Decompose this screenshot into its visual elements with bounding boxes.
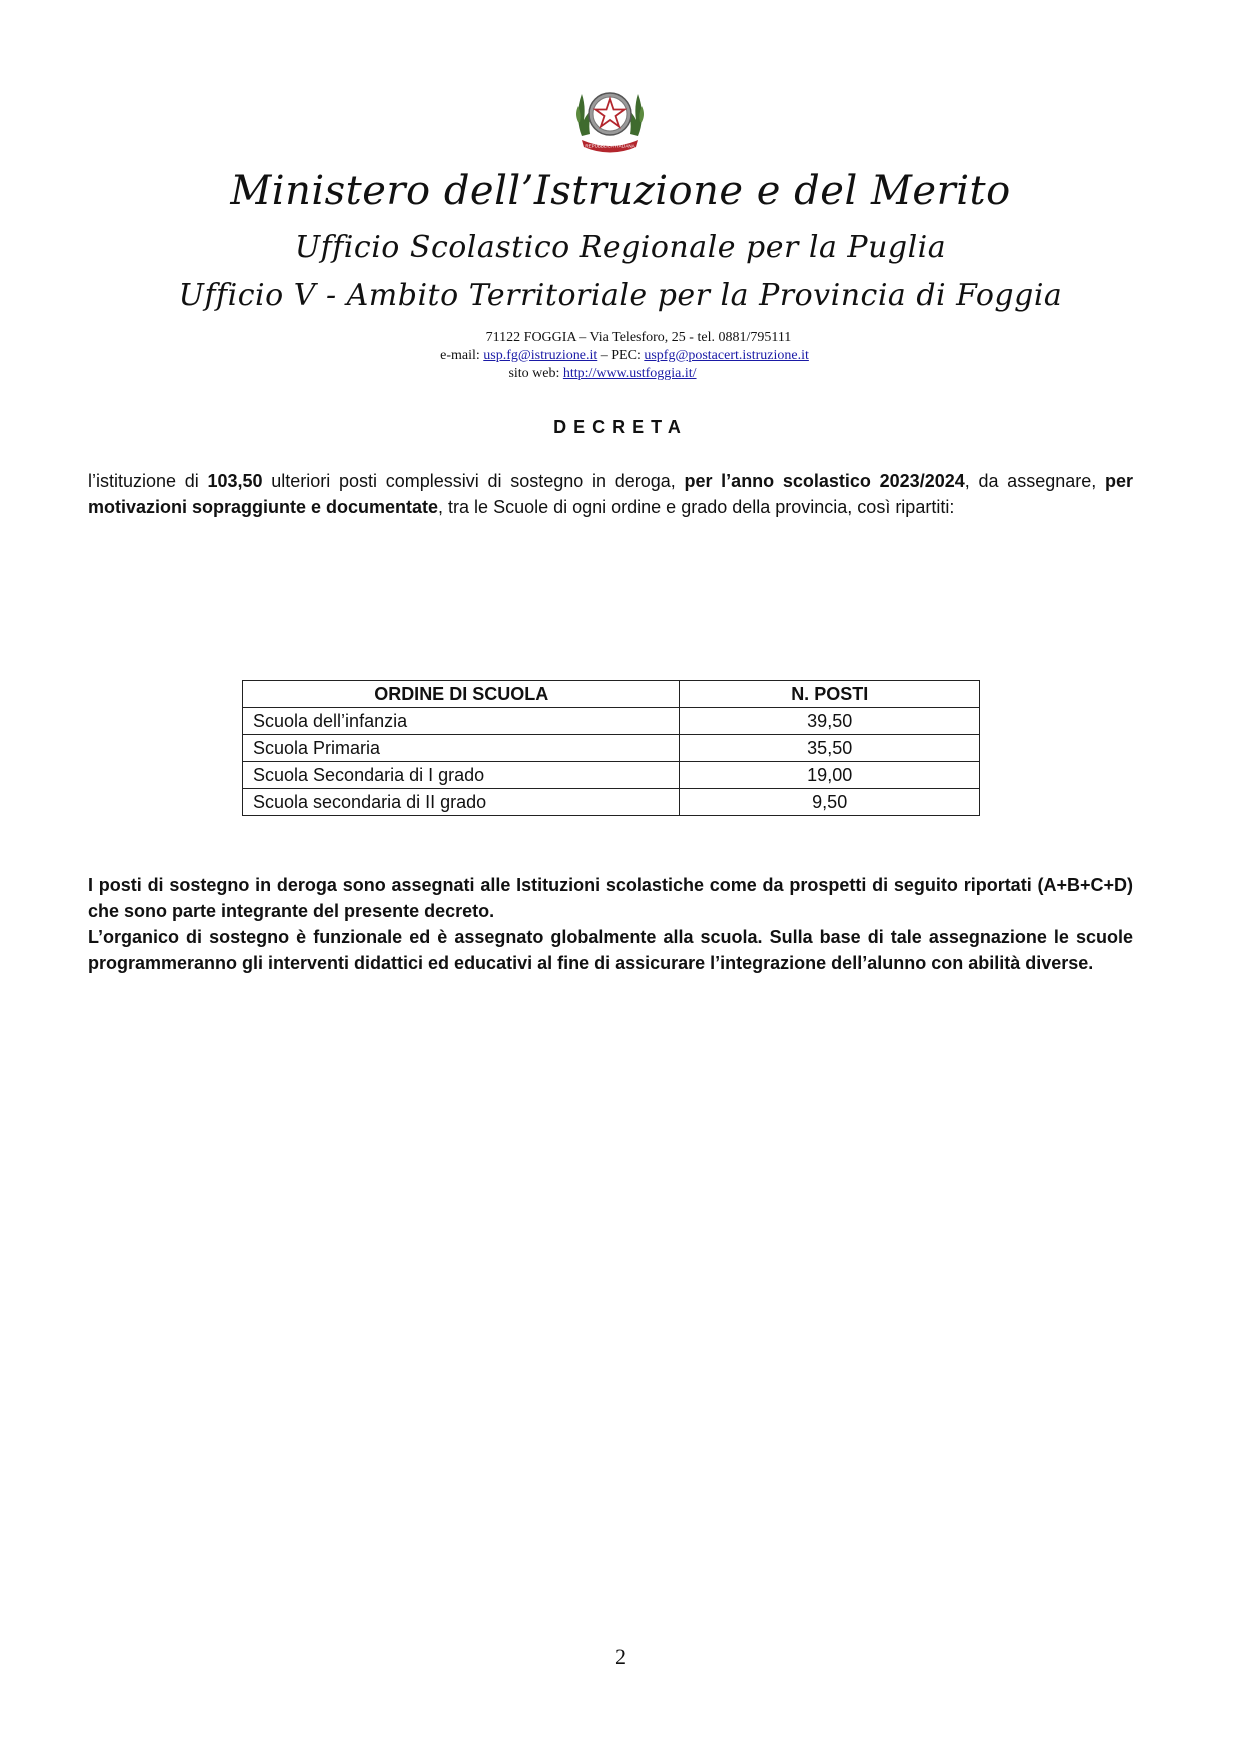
decreta-heading: DECRETA	[553, 417, 688, 437]
posti-cell: 19,00	[680, 762, 980, 789]
intro-text-4: , tra le Scuole di ogni ordine e grado della provincia, così ripartiti:	[438, 497, 955, 517]
ordine-cell: Scuola secondaria di II grado	[243, 789, 680, 816]
ordine-cell: Scuola dell’infanzia	[243, 708, 680, 735]
column-header-ordine: ORDINE DI SCUOLA	[243, 681, 680, 708]
intro-school-year: per l’anno scolastico 2023/2024	[684, 471, 965, 491]
posti-cell: 39,50	[680, 708, 980, 735]
website-label: sito web:	[508, 366, 560, 381]
intro-total-posts: 103,50	[207, 471, 263, 491]
intro-paragraph	[88, 468, 1133, 520]
address-line: 71122 FOGGIA – Via Telesforo, 25 - tel. 0881/795111	[485, 330, 792, 345]
table-row	[243, 735, 980, 762]
ordine-cell: Scuola Primaria	[243, 735, 680, 762]
territorial-office-title: Ufficio V - Ambito Territoriale per la Provincia di Foggia	[178, 278, 1063, 313]
website-link[interactable]: http://www.ustfoggia.it/	[562, 366, 697, 381]
email-label: e-mail:	[440, 348, 480, 363]
intro-text-2: ulteriori posti complessivi di sostegno in deroga,	[262, 471, 685, 491]
pec-link[interactable]: uspfg@postacert.istruzione.it	[644, 348, 809, 363]
intro-text-1: l’istituzione di	[88, 471, 208, 491]
email-link[interactable]: usp.fg@istruzione.it	[483, 348, 598, 363]
regional-office-title: Ufficio Scolastico Regionale per la Puglia	[294, 230, 947, 265]
ministry-title: Ministero dell’Istruzione e del Merito	[230, 168, 1011, 214]
table-row	[243, 762, 980, 789]
closing-paragraph	[88, 872, 1133, 976]
closing-line-2: L’organico di sostegno è funzionale ed è assegnato globalmente alla scuola. Sulla base di tale assegnazione le scuole programmeranno gli interventi didattici ed educativi al fine di assicurare l’integrazione dell’alunno con abilità diverse.	[88, 927, 1133, 973]
pec-label: – PEC:	[600, 348, 641, 363]
emblem-ribbon-text: REPUBBLICA ITALIANA	[585, 143, 635, 149]
website-line	[0, 365, 1223, 383]
table-row	[243, 708, 980, 735]
posti-cell: 35,50	[680, 735, 980, 762]
column-header-posti: N. POSTI	[680, 681, 980, 708]
ordine-cell: Scuola Secondaria di I grado	[243, 762, 680, 789]
intro-motivation: per motivazioni sopraggiunte e documentate	[88, 471, 1133, 517]
closing-line-1: I posti di sostegno in deroga sono assegnati alle Istituzioni scolastiche come da prospetti di seguito riportati (A+B+C+D) che sono parte integrante del presente decreto.	[88, 875, 1133, 921]
intro-text-3: , da assegnare,	[964, 471, 1105, 491]
posts-table	[242, 680, 980, 816]
italian-republic-emblem	[572, 76, 648, 156]
page-number: 2	[615, 1644, 626, 1669]
posti-cell: 9,50	[680, 789, 980, 816]
email-line	[4, 347, 1241, 365]
table-row	[243, 789, 980, 816]
table-header-row	[243, 681, 980, 708]
